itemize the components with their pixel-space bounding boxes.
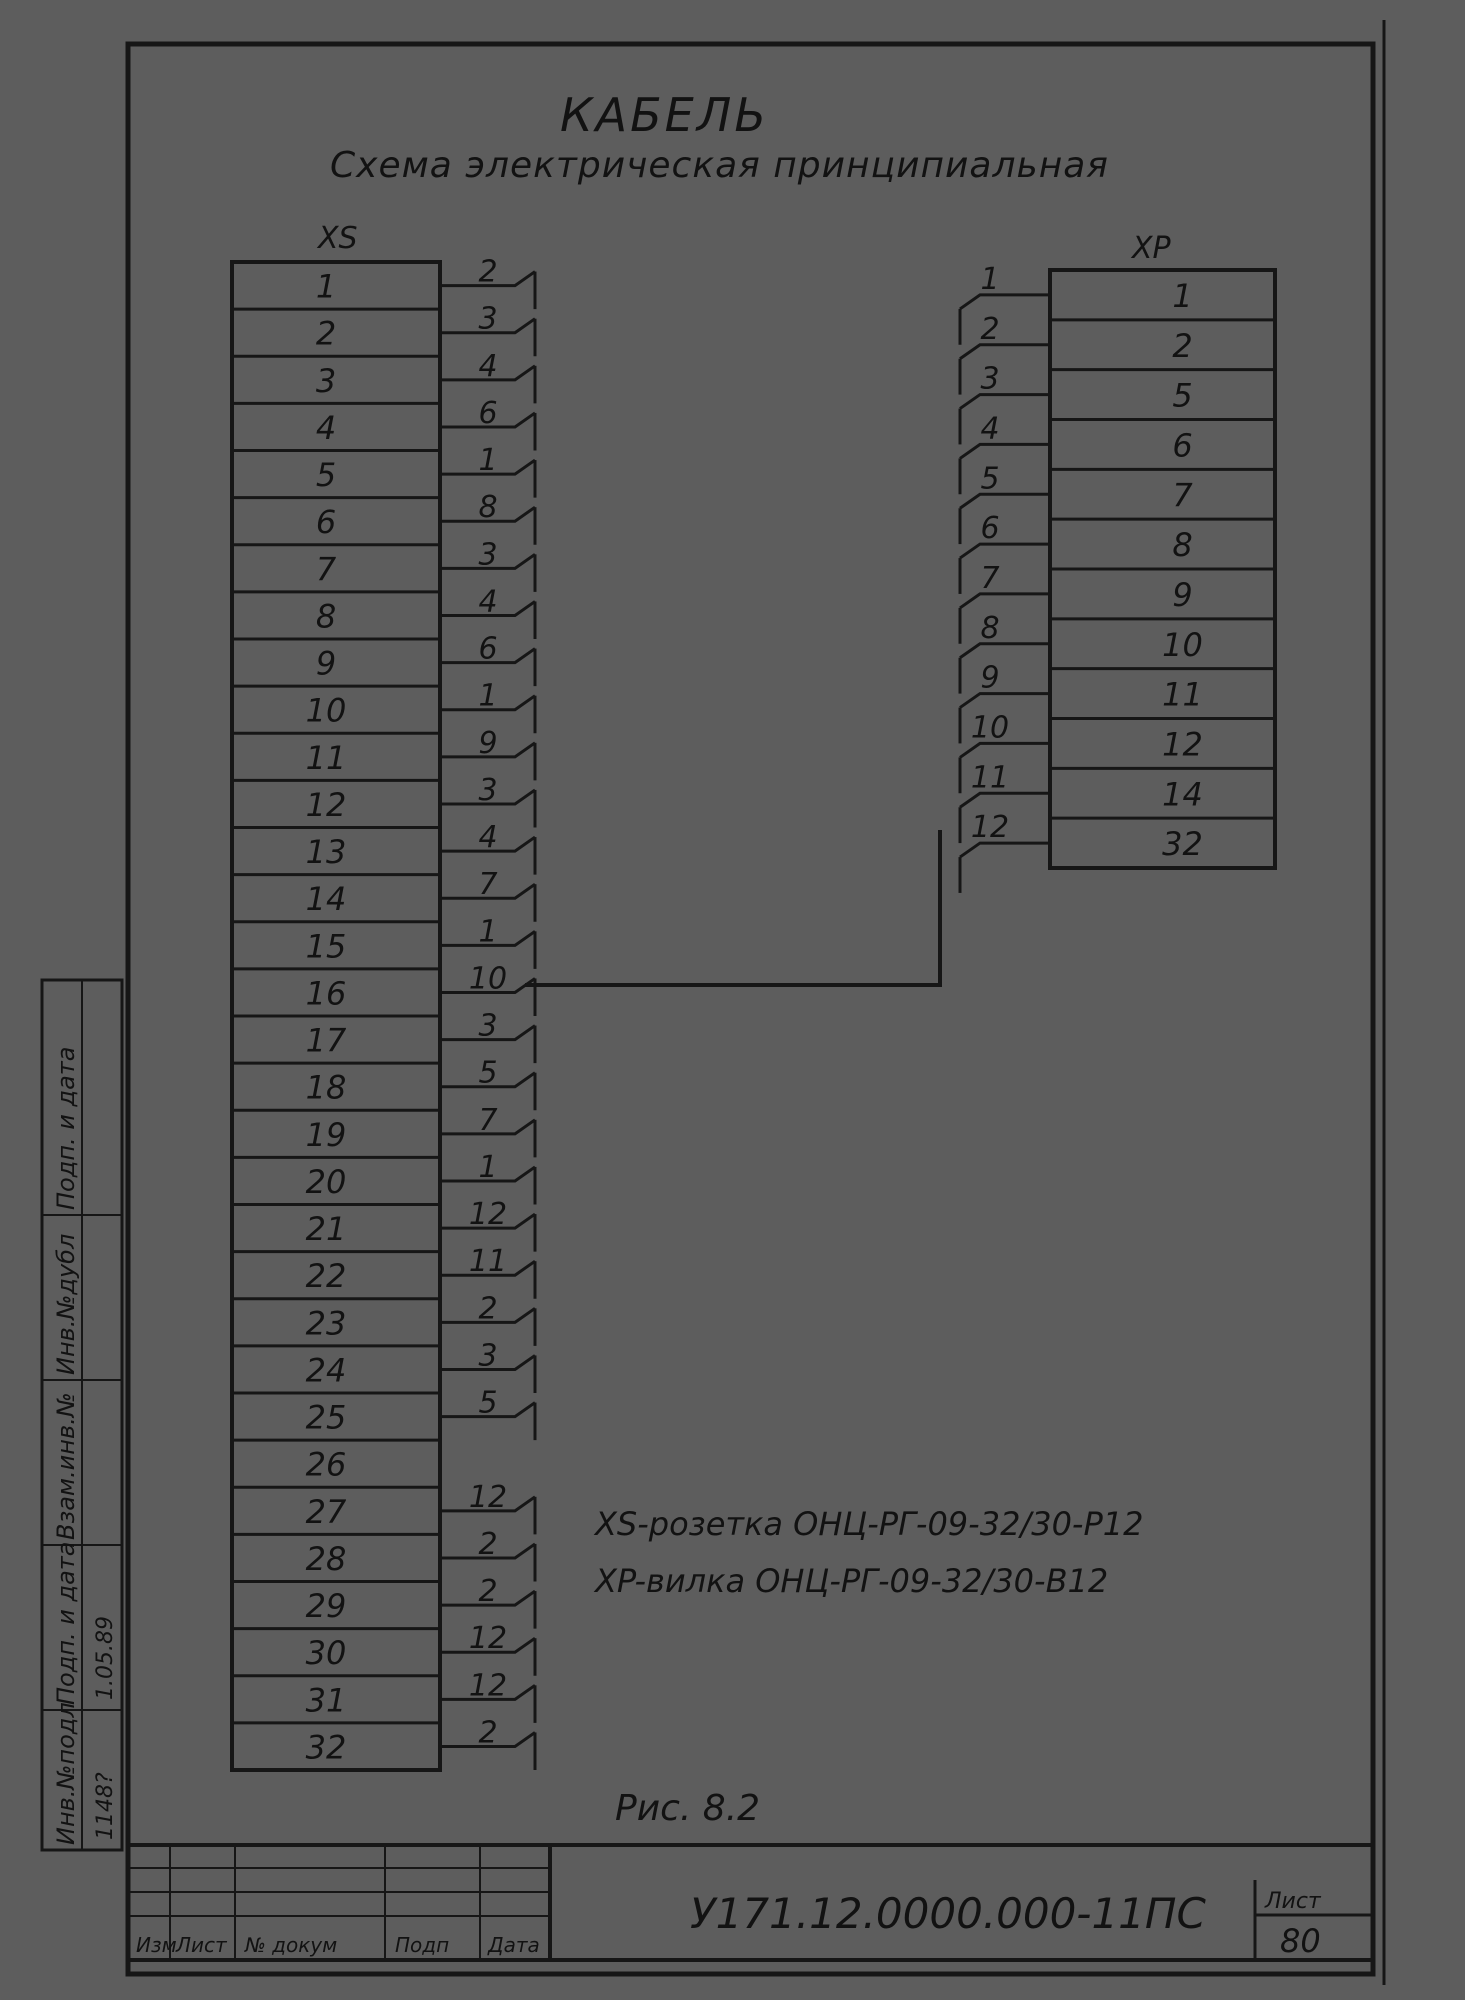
xp-wire-mark: 8 bbox=[980, 610, 1000, 646]
xs-wire-mark: 12 bbox=[468, 1668, 508, 1704]
xs-pin-number: 22 bbox=[305, 1257, 347, 1296]
figure-caption: Рис. 8.2 bbox=[615, 1788, 761, 1829]
xp-wire-mark: 3 bbox=[980, 361, 1000, 397]
xs-wire-mark: 3 bbox=[478, 772, 498, 808]
xs-wire-mark: 1 bbox=[478, 443, 498, 479]
drawing-subtitle: Схема электрическая принципиальная bbox=[330, 145, 1109, 186]
xp-connector bbox=[960, 262, 1275, 893]
xs-wire-mark: 8 bbox=[478, 490, 498, 526]
margin-stamp bbox=[42, 980, 122, 1850]
xs-wire-mark: 4 bbox=[478, 584, 498, 620]
xp-wire-stub bbox=[960, 544, 1050, 558]
xs-pin-number: 12 bbox=[305, 785, 347, 824]
xs-pin-number: 23 bbox=[305, 1304, 347, 1343]
xs-pin-number: 24 bbox=[305, 1351, 347, 1390]
xs-wire-mark: 1 bbox=[478, 1149, 498, 1185]
xp-wire-mark: 7 bbox=[980, 560, 1000, 596]
xs-pin-number: 9 bbox=[315, 644, 337, 683]
xp-wire-stub bbox=[960, 594, 1050, 608]
xp-wire-stub bbox=[960, 395, 1050, 409]
margin-label-inv-podl: Инв.№подл bbox=[52, 1702, 80, 1845]
xs-pin-number: 21 bbox=[305, 1210, 347, 1249]
col-label-list: Лист bbox=[176, 1933, 227, 1957]
xp-pin-number: 2 bbox=[1172, 326, 1193, 365]
xp-wire-stub bbox=[960, 644, 1050, 658]
xp-wire-stub bbox=[960, 494, 1050, 508]
xs-pin-number: 14 bbox=[305, 880, 347, 919]
title-block bbox=[128, 1845, 1373, 1960]
xp-pin-number: 14 bbox=[1162, 775, 1203, 814]
xs-wire-mark: 3 bbox=[478, 301, 498, 337]
xs-wire-mark: 6 bbox=[478, 395, 498, 431]
xs-wire-mark: 12 bbox=[468, 1479, 508, 1515]
xp-wire-mark: 1 bbox=[980, 261, 1000, 297]
document-code: У171.12.0000.000-11ПС bbox=[690, 1889, 1206, 1938]
xs-pin-number: 10 bbox=[305, 691, 347, 730]
xs-wire-mark: 3 bbox=[478, 537, 498, 573]
xs-pin-number: 1 bbox=[315, 267, 337, 306]
xp-wire-mark: 10 bbox=[970, 710, 1010, 746]
xs-wire-mark: 2 bbox=[478, 1715, 498, 1751]
cable-line bbox=[525, 830, 940, 985]
drawing-title: КАБЕЛЬ bbox=[560, 88, 769, 142]
margin-value-inv: 1148? bbox=[93, 1772, 118, 1840]
xp-wire-mark: 2 bbox=[980, 311, 1000, 347]
xp-pin-number: 5 bbox=[1172, 376, 1193, 415]
xs-pin-number: 8 bbox=[315, 597, 337, 636]
xs-pin-number: 16 bbox=[305, 974, 347, 1013]
xp-wire-stub bbox=[960, 345, 1050, 359]
xs-pin-number: 30 bbox=[305, 1634, 347, 1673]
xs-wire-mark: 3 bbox=[478, 1338, 498, 1374]
xs-pin-number: 7 bbox=[315, 550, 337, 589]
xs-wire-mark: 3 bbox=[478, 1008, 498, 1044]
xs-pin-number: 6 bbox=[315, 503, 337, 542]
xs-wire-mark: 4 bbox=[478, 348, 498, 384]
margin-label-inv-dubl: Инв.№дубл bbox=[52, 1233, 80, 1375]
xs-wire-mark: 12 bbox=[468, 1197, 508, 1233]
xp-wire-stub bbox=[960, 694, 1050, 708]
xp-wire-stub bbox=[960, 793, 1050, 807]
xp-pin-number: 11 bbox=[1162, 675, 1203, 714]
xs-pin-number: 13 bbox=[305, 833, 347, 872]
xp-pin-number: 8 bbox=[1172, 526, 1193, 565]
xp-wire-mark: 9 bbox=[980, 660, 1000, 696]
xs-connector bbox=[232, 255, 535, 1770]
xs-wire-mark: 2 bbox=[478, 1291, 498, 1327]
xs-pin-number: 17 bbox=[305, 1021, 347, 1060]
xs-wire-mark: 11 bbox=[468, 1244, 508, 1280]
xs-wire-mark: 1 bbox=[478, 678, 498, 714]
xp-label: XP bbox=[1132, 231, 1171, 266]
xs-pin-number: 18 bbox=[305, 1068, 347, 1107]
xp-wire-mark: 6 bbox=[980, 511, 1000, 547]
xs-pin-number: 15 bbox=[305, 927, 347, 966]
legend-xp: XP-вилка ОНЦ-РГ-09-32/30-В12 bbox=[595, 1562, 1109, 1600]
xs-wire-mark: 2 bbox=[478, 1574, 498, 1610]
xs-wire-mark: 5 bbox=[478, 1385, 498, 1421]
xp-pin-number: 6 bbox=[1172, 426, 1193, 465]
xp-pin-number: 12 bbox=[1162, 725, 1203, 764]
margin-label-podp-1: Подп. и дата bbox=[52, 1541, 80, 1705]
xs-wire-mark: 1 bbox=[478, 914, 498, 950]
sheet-label: Лист bbox=[1265, 1889, 1321, 1914]
sheet-number: 80 bbox=[1280, 1922, 1321, 1960]
xs-wire-mark: 12 bbox=[468, 1621, 508, 1657]
margin-value-date: 1.05.89 bbox=[93, 1616, 118, 1700]
margin-label-podp-2: Подп. и дата bbox=[52, 1046, 80, 1210]
xs-pin-number: 2 bbox=[315, 314, 337, 353]
xp-wire-mark: 5 bbox=[980, 461, 1000, 497]
col-label-date: Дата bbox=[488, 1933, 540, 1957]
xs-pin-number: 4 bbox=[315, 408, 337, 447]
xp-wire-stub bbox=[960, 444, 1050, 458]
xp-pin-number: 9 bbox=[1172, 575, 1193, 614]
col-label-izm: Изм bbox=[136, 1933, 177, 1957]
xp-wire-stub bbox=[960, 295, 1050, 309]
xp-wire-mark: 12 bbox=[970, 810, 1010, 846]
xp-wire-mark: 11 bbox=[970, 760, 1010, 796]
xs-pin-number: 27 bbox=[305, 1492, 347, 1531]
xs-pin-number: 3 bbox=[315, 361, 337, 400]
xp-wire-stub bbox=[960, 743, 1050, 757]
xs-wire-mark: 2 bbox=[478, 1526, 498, 1562]
xs-wire-mark: 2 bbox=[478, 254, 498, 290]
xs-label: XS bbox=[318, 221, 358, 256]
xs-pin-number: 5 bbox=[315, 456, 337, 495]
xs-pin-number: 11 bbox=[305, 738, 347, 777]
xs-pin-number: 19 bbox=[305, 1115, 347, 1154]
xs-wire-mark: 7 bbox=[478, 867, 498, 903]
xs-wire-mark: 4 bbox=[478, 820, 498, 856]
xs-pin-number: 20 bbox=[305, 1162, 347, 1201]
xp-wire-mark: 4 bbox=[980, 411, 1000, 447]
xp-pin-number: 1 bbox=[1172, 276, 1193, 315]
xs-pin-number: 26 bbox=[305, 1445, 347, 1484]
xs-pin-number: 32 bbox=[305, 1728, 347, 1767]
xp-pin-number: 7 bbox=[1172, 476, 1193, 515]
xs-wire-mark: 7 bbox=[478, 1102, 498, 1138]
xs-pin-number: 28 bbox=[305, 1539, 347, 1578]
xp-pin-number: 32 bbox=[1162, 825, 1203, 864]
xs-wire-mark: 5 bbox=[478, 1055, 498, 1091]
xs-wire-mark: 10 bbox=[468, 961, 508, 997]
xs-pin-number: 29 bbox=[305, 1587, 347, 1626]
col-label-podp: Подп bbox=[395, 1933, 450, 1957]
xp-wire-stub bbox=[960, 843, 1050, 857]
xs-pin-number: 25 bbox=[305, 1398, 347, 1437]
xs-wire-mark: 9 bbox=[478, 725, 498, 761]
xp-pin-number: 10 bbox=[1162, 625, 1203, 664]
xs-wire-mark: 6 bbox=[478, 631, 498, 667]
col-label-doc: № докум bbox=[245, 1933, 338, 1957]
xs-pin-number: 31 bbox=[305, 1681, 347, 1720]
margin-label-vzam: Взам.инв.№ bbox=[52, 1392, 80, 1540]
legend-xs: XS-розетка ОНЦ-РГ-09-32/30-Р12 bbox=[595, 1505, 1144, 1543]
